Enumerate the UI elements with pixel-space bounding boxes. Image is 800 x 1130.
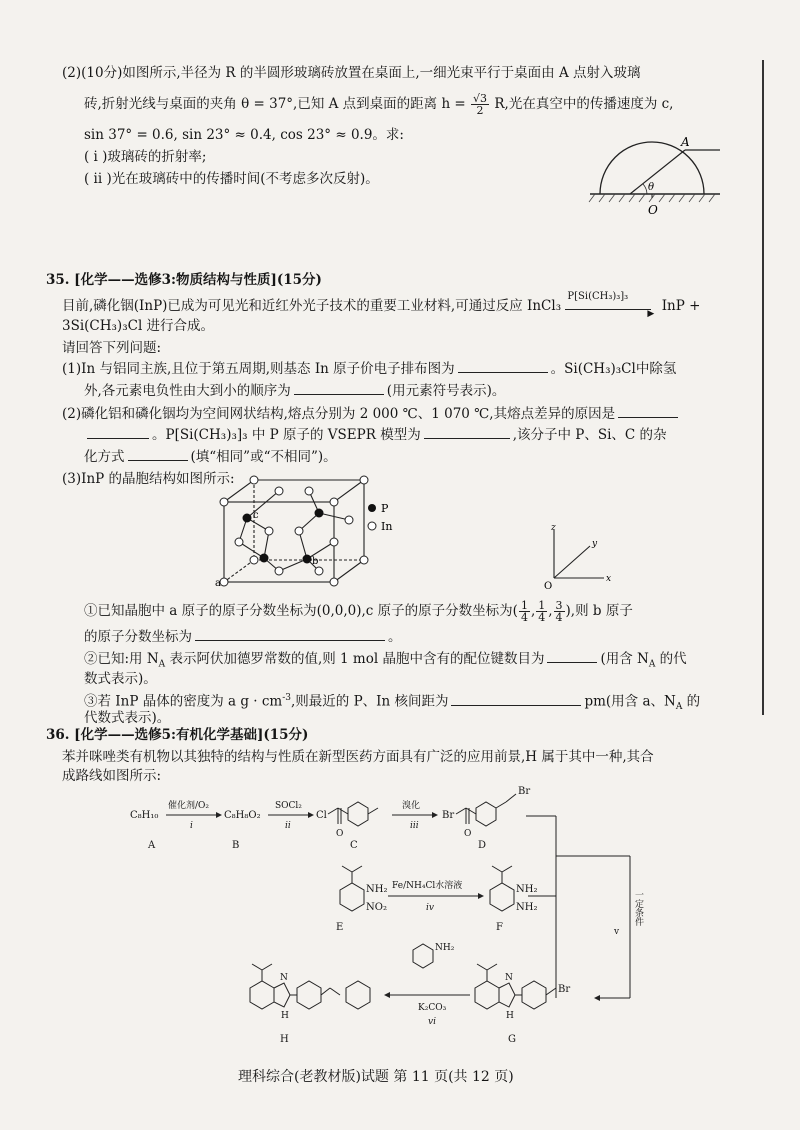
answer-blank[interactable] [618,405,678,418]
condition-ii: SOCl₂ [275,801,302,811]
answer-blank[interactable] [547,650,597,663]
atom-n-h: N [280,973,288,983]
q34-sub-ii: ( ii )光在玻璃砖中的传播时间(不考虑多次反射)。 [84,171,379,187]
atom-nh2-f1: NH₂ [516,884,538,895]
condition-vi: K₂CO₃ [418,1003,447,1013]
semicircle-glass-figure [585,132,725,222]
q34-line2: 砖,折射光线与桌面的夹角 θ = 37°,已知 A 点到桌面的距离 h = $\frac{√3}{2}$ R,光在真空中的传播速度为 c, [84,92,674,117]
q35-sub2-line1: ②已知:用 $N_A$ 表示阿伏加德罗常数的值,则 1 mol 晶胞中含有的配位键数目为 (用含 $N_A$ 的代 [84,651,687,670]
q35-part2-line1: (2)磷化铝和磷化铟均为空间网状结构,熔点分别为 2 000 ℃、1 070 ℃,其熔点差异的原因是 [62,405,681,423]
synthesis-route-diagram [130,780,770,1050]
q34-line3: sin 37° = 0.6, sin 23° ≈ 0.4, cos 23° ≈ 0.9。求: [84,127,404,143]
answer-blank[interactable] [458,360,548,373]
label-A: A [681,135,690,149]
label-a: A [148,840,156,851]
q36-title: 36. [化学——选修5:有机化学基础](15分) [46,727,309,743]
atom-nh2-e: NH₂ [366,884,388,895]
label-theta: θ [648,182,655,193]
q35-intro-line2: 3Si(CH₃)₃Cl 进行合成。 [62,318,215,334]
q35-part3: (3)InP 的晶胞结构如图所示: [62,471,235,487]
q35-prompt: 请回答下列问题: [62,340,162,356]
q35-sub1-line1: ①已知晶胞中 a 原子的原子分数坐标为(0,0,0),c 原子的原子分数坐标为( $\frac{1}{4}$ , $\frac{1}{4}$ , $\frac{3}{4}$ ),则 b 原子 [84,599,633,624]
atom-cl: Cl [316,810,327,821]
atom-b-label: b [312,556,319,567]
condition-v: 一定条件 [633,890,643,926]
compound-a-formula: C₈H₁₀ [130,810,159,821]
q35-sub3-line2: 代数式表示)。 [84,710,171,726]
atom-h-h: H [281,1011,289,1021]
svg-text:O: O [464,829,472,839]
q35-sub1-line2: 的原子分数坐标为 。 [84,629,402,645]
q35-part1-line1: (1)In 与铝同主族,且位于第五周期,则基态 In 原子价电子排布图为 。Si(CH₃)₃Cl中除氢 [62,361,677,377]
axis-origin: O [544,581,553,592]
step-ii: ii [285,821,291,831]
page-footer: 理科综合(老教材版)试题 第 11 页(共 12 页) [238,1069,514,1085]
atom-n-g: N [505,973,513,983]
step-iii: iii [410,821,419,831]
q34-sub-i: ( i )玻璃砖的折射率; [84,149,207,165]
label-b: B [232,840,240,851]
label-c: C [350,840,358,851]
q35-part2-line3: 化方式 (填“相同”或“不相同”)。 [84,449,337,465]
compound-b-formula: C₈H₈O₂ [224,810,261,821]
coordinate-axes [540,522,620,592]
q35-sub3-line1: ③若 InP 晶体的密度为 a $g \cdot cm^{-3}$,则最近的 P、In 核间距为 pm(用含 a、$N_A$ 的 [84,693,701,713]
q36-intro-line2: 成路线如图所示: [62,768,162,784]
atom-h-g: H [506,1011,514,1021]
answer-blank[interactable] [128,448,188,461]
legend [364,496,414,536]
answer-blank[interactable] [424,426,510,439]
condition-iii: 溴化 [402,801,421,811]
atom-br-d1: Br [442,810,455,821]
margin-rule [762,60,764,715]
label-f: F [496,922,503,933]
condition-i: 催化剂/O₂ [168,801,210,811]
legend-in: In [381,520,393,533]
label-O: O [648,203,658,217]
q35-intro-line1: 目前,磷化铟(InP)已成为可见光和近红外光子技术的重要工业材料,可通过反应 InCl₃ P[Si(CH₃)₃]₃ ▶ InP + [62,290,701,319]
answer-blank[interactable] [87,426,149,439]
fraction-sqrt3-over-2: $\frac{√3}{2}$ [473,92,488,117]
q35-part1-line2: 外,各元素电负性由大到小的顺序为 (用元素符号表示)。 [84,383,506,399]
axis-x: x [606,574,612,584]
q36-intro-line1: 苯并咪唑类有机物以其独特的结构与性质在新型医药方面具有广泛的应用前景,H 属于其中一种,其合 [62,749,654,765]
q34-line1: (2)(10分)如图所示,半径为 R 的半圆形玻璃砖放置在桌面上,一细光束平行于桌面由 A 点射入玻璃 [62,65,641,81]
reaction-arrow: P[Si(CH₃)₃]₃ ▶ [567,290,655,319]
q35-part2-line2: 。P[Si(CH₃)₃]₃ 中 P 原子的 VSEPR 模型为 ,该分子中 P、Si、C 的杂 [84,426,667,444]
atom-a-label: a [215,578,221,589]
label-e: E [336,922,344,933]
inp-unit-cell-figure [212,470,382,590]
atom-no2-e: NO₂ [366,902,387,913]
label-d: D [478,840,487,851]
answer-blank[interactable] [294,382,384,395]
label-g: G [508,1034,516,1045]
q35-sub2-line2: 数式表示)。 [84,671,157,687]
step-v: v [614,927,620,937]
axis-y: y [592,539,598,549]
atom-nh2-aniline: NH₂ [435,943,455,953]
condition-iv: Fe/NH₄Cl水溶液 [392,881,463,891]
step-iv: iv [426,903,434,913]
atom-c-label: c [253,510,259,521]
answer-blank[interactable] [451,693,581,706]
atom-nh2-f2: NH₂ [516,902,538,913]
answer-blank[interactable] [195,628,385,641]
axis-z: z [551,523,556,533]
atom-br-g: Br [558,984,571,995]
step-i: i [190,821,193,831]
atom-br-d2: Br [518,786,531,797]
label-h: H [280,1034,289,1045]
svg-text:O: O [336,829,344,839]
q35-title: 35. [化学——选修3:物质结构与性质](15分) [46,272,322,288]
legend-p: P [381,502,389,515]
step-vi: vi [428,1017,436,1027]
